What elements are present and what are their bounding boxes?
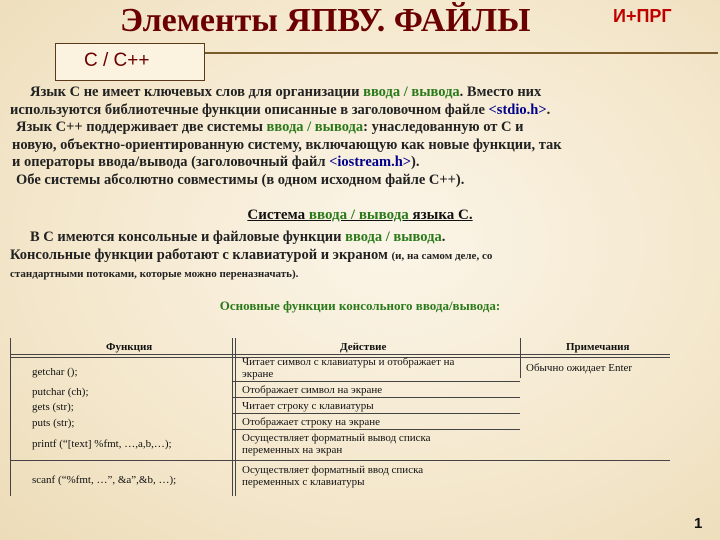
row-scanf-action-2: переменных с клавиатуры [242,476,365,488]
header-action: Действие [340,341,387,353]
system-paragraph [10,228,715,283]
row-scanf-action-1: Осуществляет форматный ввод списка [242,464,424,476]
intro-line-2: используются библиотечные функции описанные в заголовочном файле <stdio.h>. [10,101,551,118]
row-getchar-action-1: Читает символ с клавиатуры и отображает на [242,356,455,368]
intro-line-6: Обе системы абсолютно совместимы (в одном исходном файле С++). [16,171,465,188]
row-putchar-func: putchar (ch); [32,386,89,398]
row-printf-action-1: Осуществляет форматный вывод списка [242,432,431,444]
title-divider [200,52,718,54]
intro-line-5: и операторы ввода/вывода (заголовочный файл <iostream.h>). [12,154,420,170]
row-gets-func: gets (str); [32,401,74,413]
intro-paragraph [10,84,710,189]
row-printf-func: printf (“[text] %fmt, …,a,b,…); [32,438,172,450]
section-subtitle: С / С++ [55,43,205,81]
intro-line-1: Язык С не имеет ключевых слов для организации ввода / вывода. Вместо них [30,84,542,100]
slide-title: Элементы ЯПВУ. ФАЙЛЫ [120,2,531,39]
row-gets-action: Читает строку с клавиатуры [242,400,374,412]
row-scanf-func: scanf (“%fmt, …”, &a”,&b, …); [32,474,177,486]
functions-table [10,338,670,496]
page-number: 1 [694,515,703,532]
system-line-2: Консольные функции работают с клавиатурой и экраном (и, на самом деле, со [10,247,493,263]
course-badge: И+ПРГ [613,6,672,26]
header-notes: Примечания [566,341,630,353]
system-heading: Система ввода / вывода языка С. [247,207,473,223]
intro-line-4: новую, объектно-ориентированную систему, включающую как новые функции, так [12,136,562,153]
row-getchar-note: Обычно ожидает Enter [526,362,633,374]
functions-heading: Основные функции консольного ввода/вывода: [219,298,501,313]
row-getchar-action-2: экране [242,368,274,380]
row-getchar-func: getchar (); [32,366,78,378]
intro-line-3: Язык С++ поддерживает две системы ввода / вывода: унаследованную от С и [16,119,524,135]
system-line-1: В С имеются консольные и файловые функции ввода / вывода. [30,229,446,245]
row-puts-action: Отображает строку на экране [242,416,381,428]
row-printf-action-2: переменных на экран [242,444,343,456]
header-function: Функция [106,341,153,353]
row-putchar-action: Отображает символ на экране [242,384,383,396]
row-puts-func: puts (str); [32,417,75,429]
system-line-3: стандартными потоками, которые можно переназначать). [10,268,299,280]
